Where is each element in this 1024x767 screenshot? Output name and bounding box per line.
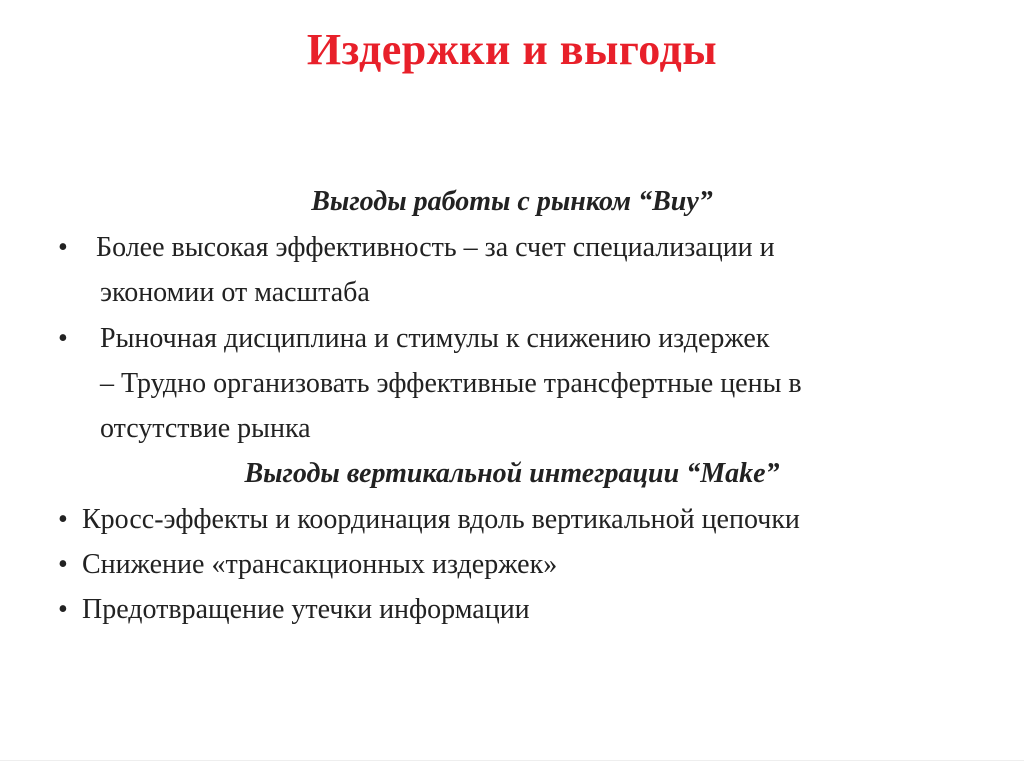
bullet-symbol: • — [58, 232, 68, 263]
slide-title: Издержки и выгоды — [306, 25, 718, 74]
make-bullet-1: Кросс-эффекты и координация вдоль вертикальной цепочки — [82, 504, 800, 535]
bottom-divider — [0, 760, 1024, 761]
buy-bullet-1-line-2: экономии от масштаба — [100, 277, 370, 308]
make-section-heading: Выгоды вертикальной интеграции “Make” — [244, 458, 780, 489]
bullet-symbol: • — [58, 594, 68, 625]
make-bullet-3: Предотвращение утечки информации — [82, 594, 530, 625]
bullet-symbol: • — [58, 549, 68, 580]
bullet-symbol: • — [58, 504, 68, 535]
buy-bullet-1-line-1: Более высокая эффективность – за счет специализации и — [96, 232, 775, 263]
buy-section-heading: Выгоды работы с рынком “Buy” — [311, 186, 713, 217]
buy-bullet-2-line-3: отсутствие рынка — [100, 413, 311, 444]
buy-bullet-2-line-2: – Трудно организовать эффективные трансфертные цены в — [100, 368, 802, 399]
make-bullet-2: Снижение «трансакционных издержек» — [82, 549, 558, 580]
bullet-symbol: • — [58, 323, 68, 354]
buy-bullet-2-line-1: Рыночная дисциплина и стимулы к снижению издержек — [100, 323, 770, 354]
